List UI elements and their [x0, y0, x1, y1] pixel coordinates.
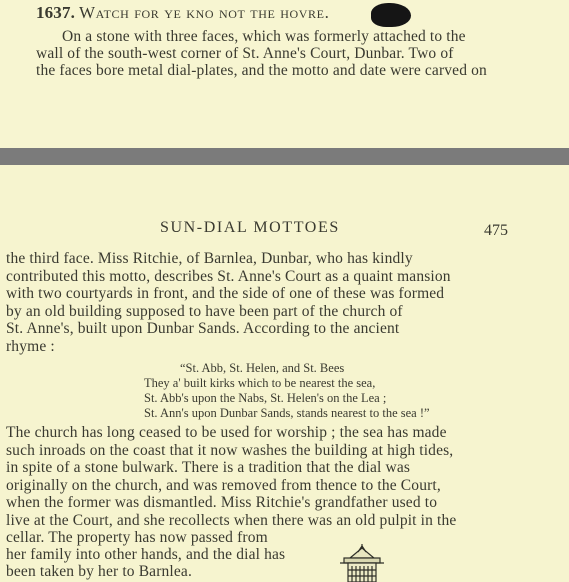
para1-line-3: with two courtyards in front, and the side of one of these was formed	[6, 285, 445, 302]
para2-line-4: originally on the church, and was removed from thence to the Court,	[6, 477, 441, 494]
para1-line-2: contributed this motto, describes St. Anne's Court as a quaint mansion	[6, 268, 451, 285]
para2-line-3: in spite of a stone bulwark. There is a tradition that the dial was	[6, 459, 411, 476]
para1-line-6: rhyme :	[6, 338, 55, 355]
para1-line-5: St. Anne's, built upon Dunbar Sands. According to the ancient	[6, 320, 400, 337]
page-number: 475	[484, 222, 508, 239]
sundial-illustration	[336, 542, 388, 582]
para2-line-1: The church has long ceased to be used for worship ; the sea has made	[6, 424, 447, 441]
ink-blot	[371, 3, 411, 27]
verse-line-1: “St. Abb, St. Helen, and St. Bees	[180, 361, 345, 375]
page-divider	[0, 148, 569, 165]
top-line-2: wall of the south-west corner of St. Anne's Court, Dunbar. Two of	[36, 45, 454, 62]
para2-line-7: cellar. The property has now passed from	[6, 529, 268, 546]
top-line-3: the faces bore metal dial-plates, and the motto and date were carved on	[36, 62, 487, 79]
entry-motto: Watch for ye kno not the hovre.	[79, 3, 330, 22]
verse-line-4: St. Ann's upon Dunbar Sands, stands nearest to the sea !”	[144, 406, 430, 420]
entry-year: 1637.	[36, 3, 75, 22]
para2-line-6: live at the Court, and she recollects when there was an old pulpit in the	[6, 512, 457, 529]
para1-line-1: the third face. Miss Ritchie, of Barnlea, Dunbar, who has kindly	[6, 250, 413, 267]
verse-line-3: St. Abb's upon the Nabs, St. Helen's on the Lea ;	[144, 391, 387, 405]
para2-line-8: her family into other hands, and the dial has	[6, 546, 286, 563]
para2-line-9: been taken by her to Barnlea.	[6, 563, 192, 580]
para2-line-5: when the former was dismantled. Miss Ritchie's grandfather used to	[6, 494, 438, 511]
top-line-1: On a stone with three faces, which was formerly attached to the	[62, 28, 466, 45]
verse-line-2: They a' built kirks which to be nearest the sea,	[144, 376, 376, 390]
para1-line-4: by an old building supposed to have been part of the church of	[6, 303, 403, 320]
para2-line-2: such inroads on the coast that it now washes the building at high tides,	[6, 442, 454, 459]
running-head: SUN-DIAL MOTTOES	[160, 219, 340, 236]
motto-entry	[36, 3, 329, 23]
